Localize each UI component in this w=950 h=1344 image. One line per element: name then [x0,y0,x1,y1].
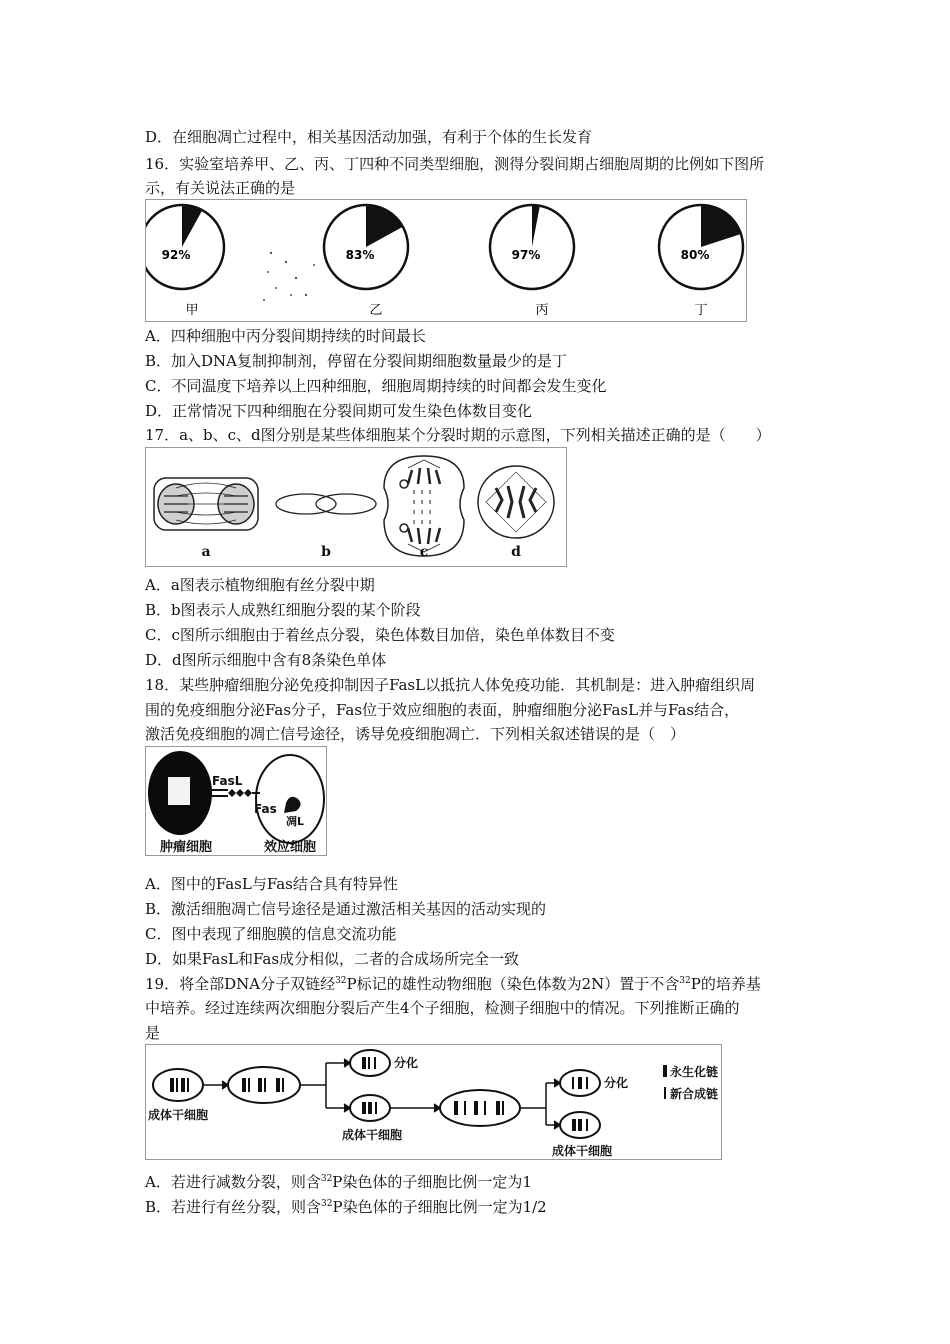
pie-0 [146,205,224,318]
differentiate-label-1: 分化 [394,1056,419,1070]
cell-5 [440,1090,520,1126]
q16-stem-2: 示，有关说法正确的是 [145,179,296,197]
option-d-q15: D．在细胞凋亡过程中，相关基因活动加强，有利于个体的生长发育 [145,128,593,146]
superscript-32: 32 [679,976,691,986]
q16-option-c: C．不同温度下培养以上四种细胞，细胞周期持续的时间都会发生变化 [145,377,607,395]
q18-stem-3: 激活免疫细胞的凋亡信号途径，诱导免疫细胞凋亡．下列相关叙述错误的是（ ） [145,725,686,743]
q16-option-a: A．四种细胞中丙分裂间期持续的时间最长 [145,327,426,345]
q19-option-b-2: P染色体的子细胞比例一定为1/2 [332,1198,547,1216]
label-c: c [419,544,429,560]
stem-cell-label-1: 成体干细胞 [148,1108,209,1122]
superscript-32: 32 [320,1174,333,1184]
pie-percent-label: 97% [511,248,541,262]
pie-percent-label: 80% [680,248,710,262]
label-a: a [201,544,211,560]
pie-name-label: 甲 [185,303,199,318]
pie-3 [659,205,743,318]
stem-cell-label-2: 成体干细胞 [342,1128,403,1142]
stem-cell-label-3: 成体干细胞 [552,1144,613,1158]
fasl-fas-diagram [146,747,326,855]
superscript-32: 32 [321,1199,333,1209]
fasl-diamonds [228,789,252,797]
effector-cell-label: 效应细胞 [263,840,317,855]
q19-stem-2: 中培养。经过连续两次细胞分裂后产生4个子细胞，检测子细胞中的情况。下列推断正确的 [145,999,740,1017]
q17-option-c: C．c图所示细胞由于着丝点分裂，染色体数目加倍，染色单体数目不变 [145,626,615,644]
q19-option-a-1: A．若进行减数分裂，则含 [145,1173,321,1191]
q18-stem-1: 18．某些肿瘤细胞分泌免疫抑制因子FasL以抵抗人体免疫功能．其机制是：进入肿瘤组织周 [145,676,756,694]
tumor-cell-label: 肿瘤细胞 [159,840,213,855]
pie-percent-label: 92% [161,248,191,262]
label-d: d [511,544,521,560]
q18-option-c: C．图中表现了细胞膜的信息交流功能 [145,925,397,943]
q17-option-b: B．b图表示人成熟红细胞分裂的某个阶段 [145,601,421,619]
q16-option-d: D．正常情况下四种细胞在分裂间期可发生染色体数目变化 [145,402,533,420]
fasl-label: FasL [212,774,243,788]
death-label: 凋L [286,815,305,828]
cell-a [154,478,258,530]
q18-figure [145,746,327,856]
pie-charts [146,200,746,321]
q19-stem-3: 是 [145,1024,161,1042]
legend-old-strand: 永生化链 [670,1065,719,1079]
q19-option-b-1: B．若进行有丝分裂，则含 [145,1198,322,1216]
pie-percent-label: 83% [345,248,375,262]
fas-label: Fas [254,802,277,816]
tumor-nucleus [168,777,190,805]
stem-cell-division-diagram [146,1045,721,1159]
q19-option-a-2: P染色体的子细胞比例一定为1 [332,1173,532,1191]
superscript-32: 32 [335,976,347,986]
q17-figure [145,447,567,567]
cell-c [384,456,464,556]
pie-2 [490,205,574,318]
pie-1 [324,205,408,318]
q19-stem-1b: P标记的雄性动物细胞（染色体数为2N）置于不含 [346,975,680,993]
q16-figure [145,199,747,322]
q19-option-a [145,1172,532,1192]
q18-option-d: D．如果FasL和Fas成分相似，二者的合成场所完全一致 [145,950,520,968]
cell-d [478,466,554,538]
q17-stem: 17．a、b、c、d图分别是某些体细胞某个分裂时期的示意图，下列相关描述正确的是（ ） [145,426,771,444]
q17-option-d: D．d图所示细胞中含有8条染色单体 [145,651,387,669]
q19-stem-1 [145,974,761,994]
legend-new-strand: 新合成链 [670,1087,719,1101]
q17-option-a: A．a图表示植物细胞有丝分裂中期 [145,576,375,594]
q18-stem-2: 围的免疫细胞分泌Fas分子，Fas位于效应细胞的表面，肿瘤细胞分泌FasL并与Fas结合， [145,701,740,719]
q19-stem-1c: P的培养基 [690,975,761,993]
q16-stem-1: 16．实验室培养甲、乙、丙、丁四种不同类型细胞，测得分裂间期占细胞周期的比例如下图所 [145,155,765,173]
label-b: b [321,544,331,560]
cell-division-diagrams [146,448,566,566]
q18-option-a: A．图中的FasL与Fas结合具有特异性 [145,875,398,893]
differentiate-label-2: 分化 [604,1076,629,1090]
q19-stem-1a: 19．将全部DNA分子双链经 [145,975,336,993]
q19-figure [145,1044,722,1160]
q19-option-b [145,1197,547,1217]
pie-name-label: 丙 [535,303,549,318]
q18-option-b: B．激活细胞凋亡信号途径是通过激活相关基因的活动实现的 [145,900,547,918]
q16-option-b: B．加入DNA复制抑制剂，停留在分裂间期细胞数量最少的是丁 [145,352,568,370]
pie-name-label: 乙 [369,303,383,318]
cell-b [276,494,376,514]
pie-name-label: 丁 [694,303,708,318]
